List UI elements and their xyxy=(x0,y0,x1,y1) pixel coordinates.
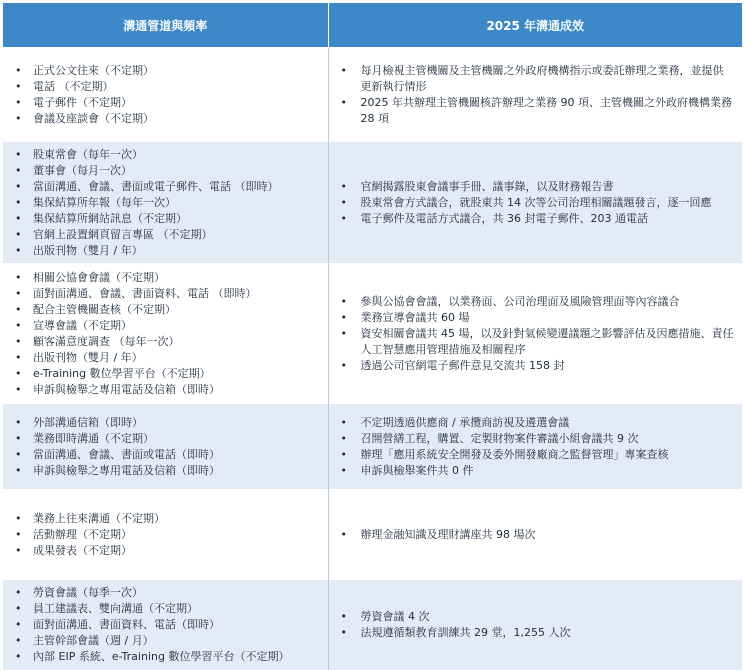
channel-item: • 活動辦理（不定期） xyxy=(13,527,320,543)
result-item: • 2025 年共辦理主管機關核許辦理之業務 90 項、主管機關之外政府機構業務 28 項 xyxy=(339,95,735,127)
result-item: • 資安相關會議共 45 場，以及針對氣候變遷議題之影響評估及因應措施、責任人工智慧應用管理措施及相關程序 xyxy=(339,326,735,358)
header-channels-frequency: 溝通管道與頻率 xyxy=(3,3,328,48)
table-body xyxy=(3,48,742,670)
table-row xyxy=(3,142,742,264)
channel-item: • 申訴與檢舉之專用電話及信箱（即時） xyxy=(13,463,320,479)
result-item: • 電子郵件及電話方式議合，共 36 封電子郵件、203 通電話 xyxy=(339,211,735,227)
channels-list xyxy=(13,147,320,259)
channel-item: • 宣導會議（不定期） xyxy=(13,318,320,334)
results-cell xyxy=(328,264,742,404)
results-list xyxy=(339,179,735,227)
channel-item: • 出版刊物（雙月 / 年） xyxy=(13,243,320,259)
result-item: • 辦理金融知識及理財講座共 98 場次 xyxy=(339,527,735,543)
channel-item: • 電話 （不定期） xyxy=(13,79,320,95)
channel-item: • 電子郵件（不定期） xyxy=(13,95,320,111)
results-list xyxy=(339,609,735,641)
channel-item: • 當面溝通、會議、書面或電子郵件、電話 （即時） xyxy=(13,179,320,195)
channel-item: • 勞資會議（每季一次） xyxy=(13,585,320,601)
header-results-2025: 2025 年溝通成效 xyxy=(328,3,742,48)
channels-cell xyxy=(3,264,328,404)
channel-item: • 股東常會（每年一次） xyxy=(13,147,320,163)
result-item: • 業務宣導會議共 60 場 xyxy=(339,310,735,326)
channel-item: • 面對面溝通、會議、書面資料、電話 （即時） xyxy=(13,286,320,302)
channels-cell xyxy=(3,404,328,490)
channel-item: • 出版刊物（雙月 / 年） xyxy=(13,350,320,366)
results-list xyxy=(339,63,735,127)
channel-item: • 面對面溝通、書面資料、電話（即時） xyxy=(13,617,320,633)
table-row xyxy=(3,404,742,490)
result-item: • 不定期透過供應商 / 承攬商訪視及遴選會議 xyxy=(339,415,735,431)
table-row xyxy=(3,48,742,142)
channels-list xyxy=(13,63,320,127)
result-item: • 申訴與檢舉案件共 0 件 xyxy=(339,463,735,479)
results-cell xyxy=(328,404,742,490)
channel-item: • 外部溝通信箱（即時） xyxy=(13,415,320,431)
results-list xyxy=(339,415,735,479)
table-header-row xyxy=(3,3,742,48)
result-item: • 勞資會議 4 次 xyxy=(339,609,735,625)
channel-item: • 配合主管機關查核（不定期） xyxy=(13,302,320,318)
channel-item: • 集保結算所網站訊息（不定期） xyxy=(13,211,320,227)
results-cell xyxy=(328,580,742,670)
channel-item: • 成果發表（不定期） xyxy=(13,543,320,559)
results-cell xyxy=(328,48,742,142)
result-item: • 每月檢視主管機關及主管機關之外政府機構指示或委託辦理之業務，並提供更新執行情形 xyxy=(339,63,735,95)
result-item: • 官網揭露股東會議事手冊、議事錄，以及財務報告書 xyxy=(339,179,735,195)
table-row xyxy=(3,490,742,580)
channels-list xyxy=(13,415,320,479)
results-list xyxy=(339,527,735,543)
result-item: • 辦理「應用系統安全開發及委外開發廠商之監督管理」專案查核 xyxy=(339,447,735,463)
result-item: • 召開營繕工程，購置、定製財物案件審議小組會議共 9 次 xyxy=(339,431,735,447)
channel-item: • 官網上設置網頁留言專區 （不定期） xyxy=(13,227,320,243)
channel-item: • 集保結算所年報（每年一次） xyxy=(13,195,320,211)
channel-item: • 內部 EIP 系統、e-Training 數位學習平台（不定期） xyxy=(13,649,320,665)
result-item: • 參與公協會會議，以業務面、公司治理面及風險管理面等內容議合 xyxy=(339,294,735,310)
channel-item: • 會議及座談會（不定期） xyxy=(13,111,320,127)
channel-item: • 申訴與檢舉之專用電話及信箱（即時） xyxy=(13,382,320,398)
channels-list xyxy=(13,270,320,398)
channel-item: • 董事會（每月一次） xyxy=(13,163,320,179)
channels-cell xyxy=(3,142,328,264)
channel-item: • 正式公文往來（不定期） xyxy=(13,63,320,79)
channel-item: • 業務上往來溝通（不定期） xyxy=(13,511,320,527)
table-row xyxy=(3,580,742,670)
table-row xyxy=(3,264,742,404)
channels-list xyxy=(13,585,320,665)
result-item: • 股東常會方式議合，就股東共 14 次等公司治理相關議題發言，逐一回應 xyxy=(339,195,735,211)
results-list xyxy=(339,294,735,374)
results-cell xyxy=(328,490,742,580)
channel-item: • 當面溝通、會議、書面或電話（即時） xyxy=(13,447,320,463)
channel-item: • 業務即時溝通（不定期） xyxy=(13,431,320,447)
channel-item: • 相關公協會會議（不定期） xyxy=(13,270,320,286)
communication-table xyxy=(3,3,742,670)
channel-item: • 顧客滿意度調查 （每年一次） xyxy=(13,334,320,350)
result-item: • 法規遵循類教育訓練共 29 堂，1,255 人次 xyxy=(339,625,735,641)
result-item: • 透過公司官網電子郵件意見交流共 158 封 xyxy=(339,358,735,374)
channels-list xyxy=(13,511,320,559)
channel-item: • 員工建議表、雙向溝通（不定期） xyxy=(13,601,320,617)
channels-cell xyxy=(3,48,328,142)
results-cell xyxy=(328,142,742,264)
channel-item: • 主管幹部會議（週 / 月） xyxy=(13,633,320,649)
channels-cell xyxy=(3,490,328,580)
channel-item: • e-Training 數位學習平台（不定期） xyxy=(13,366,320,382)
channels-cell xyxy=(3,580,328,670)
